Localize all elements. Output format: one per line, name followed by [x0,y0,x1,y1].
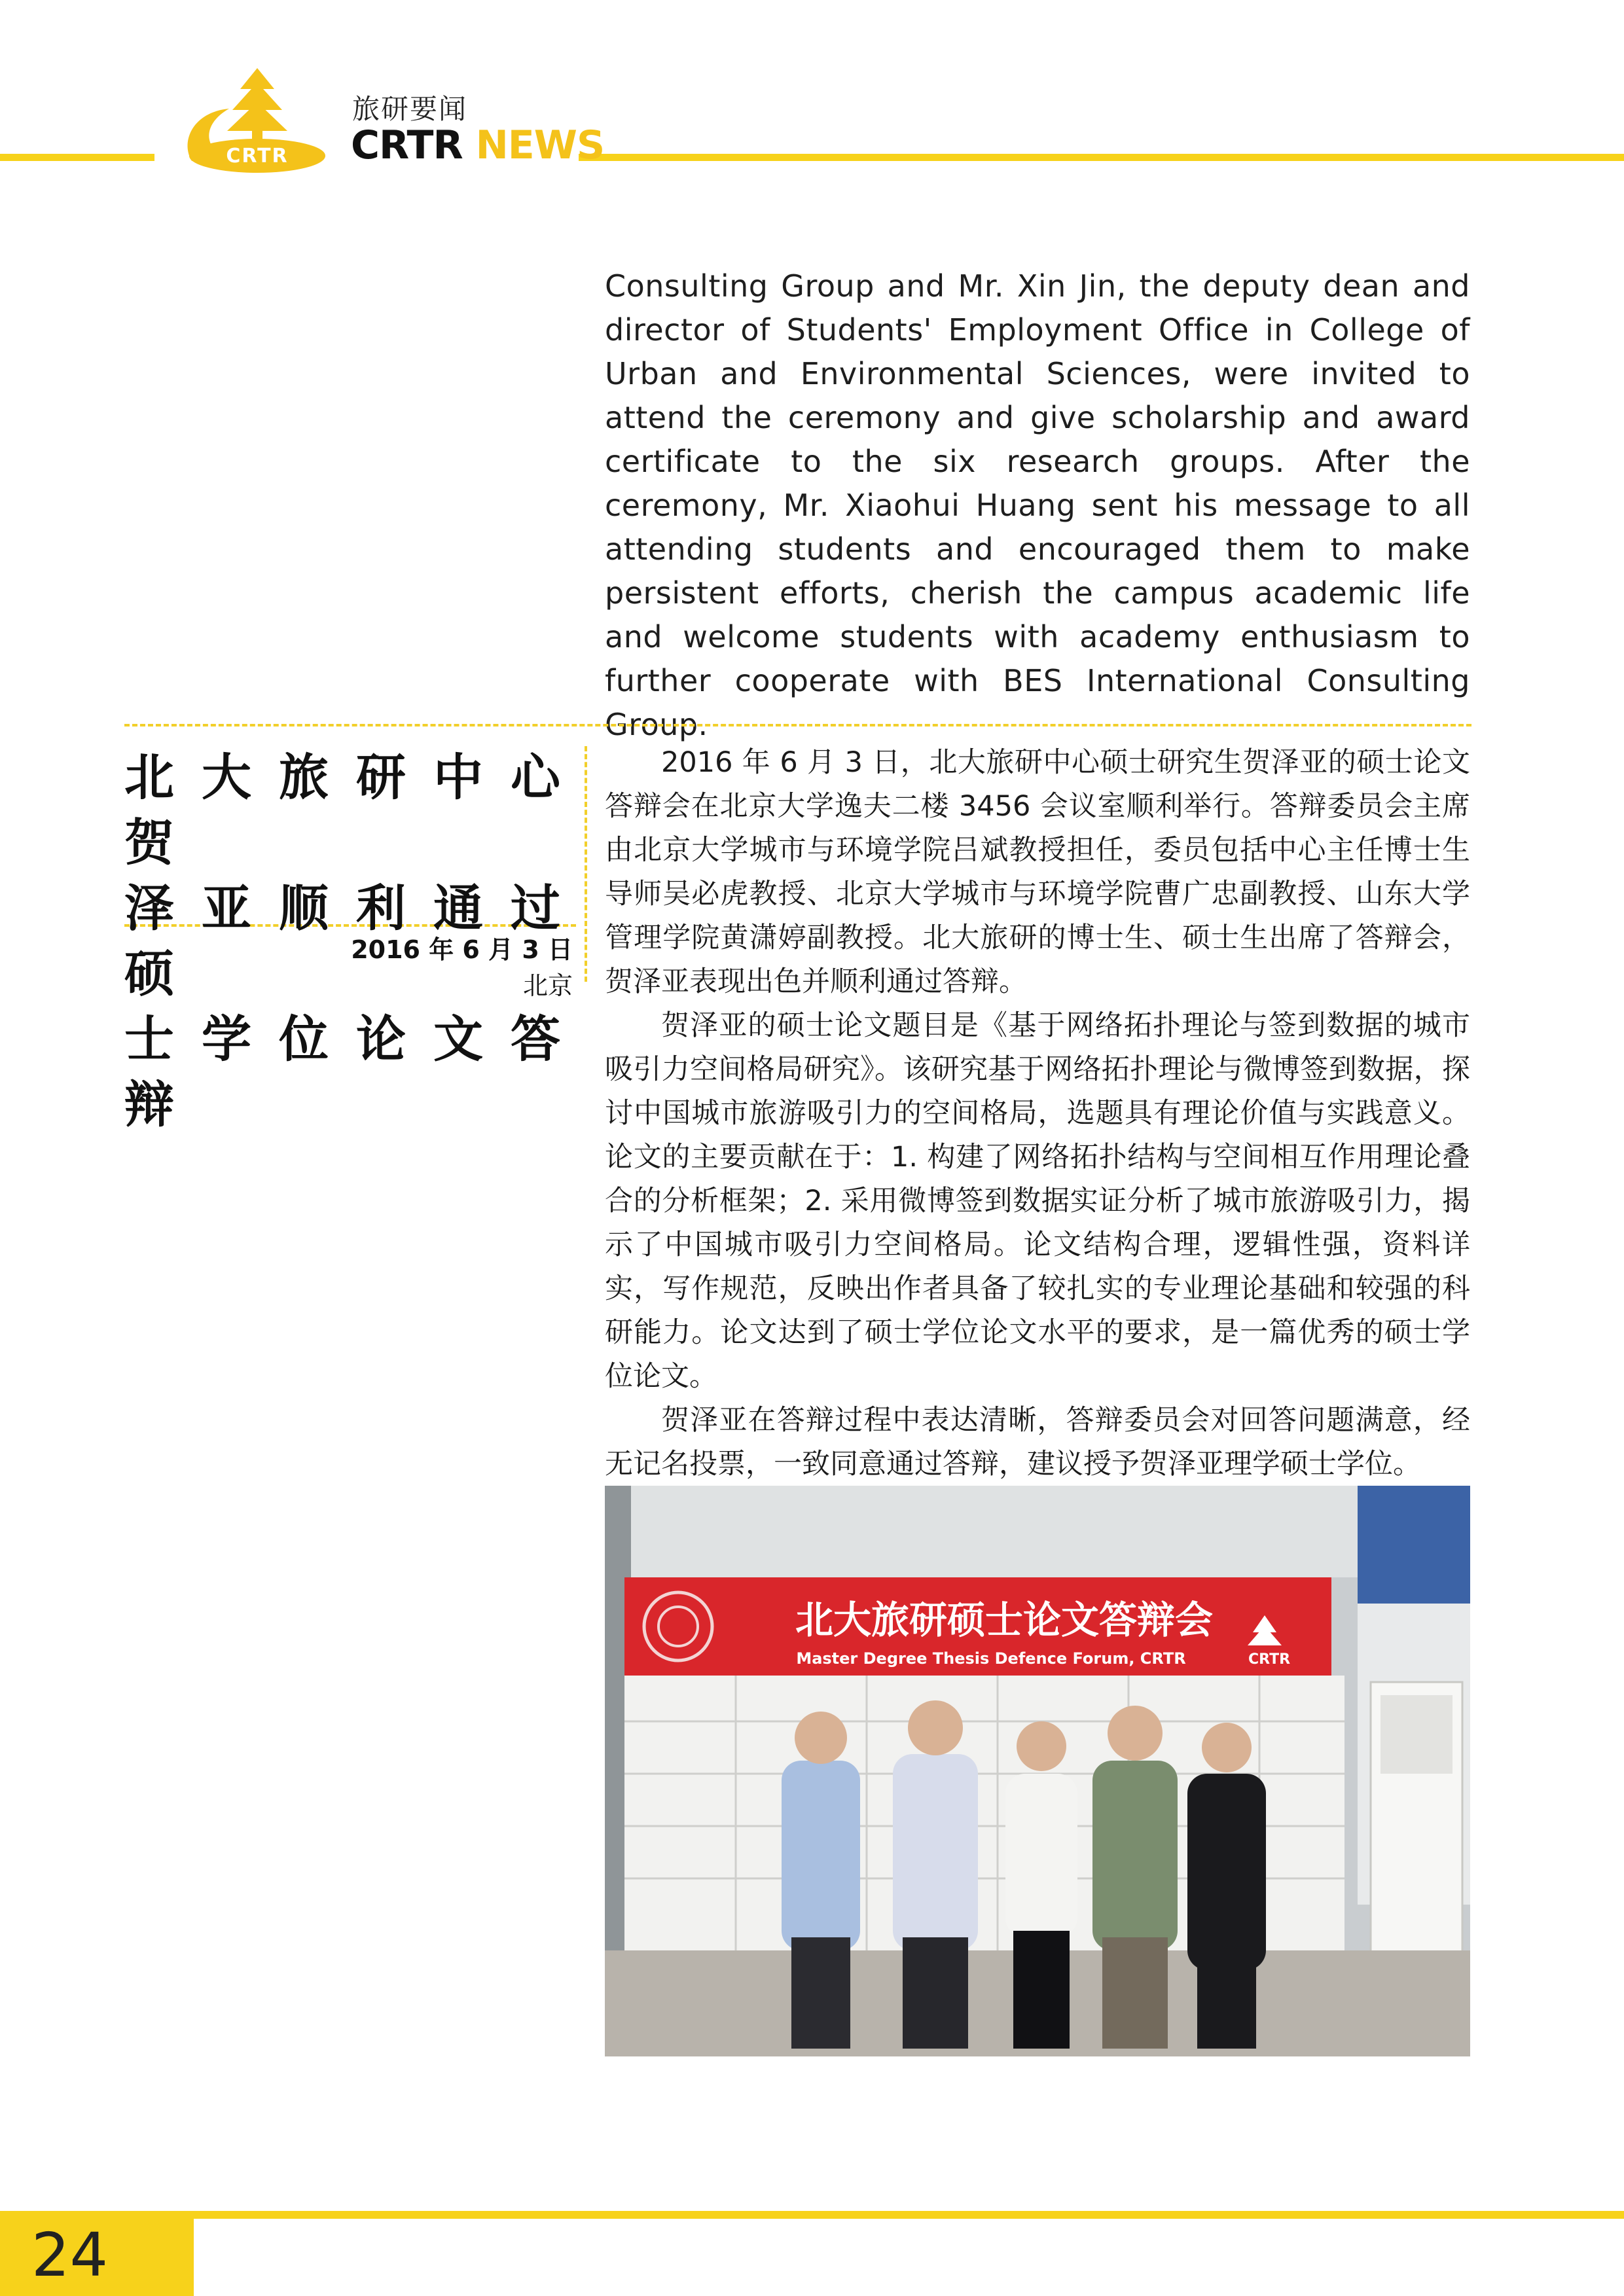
event-photo [605,1486,1470,2056]
footer-rule [0,2211,1624,2219]
banner-en-text: Master Degree Thesis Defence Forum, CRTR [796,1649,1186,1668]
article-paragraph: 贺泽亚的硕士论文题目是《基于网络拓扑理论与签到数据的城市吸引力空间格局研究》。该研究基于网络拓扑理论与微博签到数据，探讨中国城市旅游吸引力的空间格局，选题具有理论价值与实践意义。论文的主要贡献在于：1. 构建了网络拓扑结构与空间相互作用理论叠合的分析框架；2. 采用微博签到数据实证分析了城市旅游吸引力，揭示了中国城市吸引力空间格局。论文结构合理，逻辑性强，资料详实，写作规范，反映出作者具备了较扎实的专业理论基础和较强的科研能力。论文达到了硕士学位论文水平的要求，是一篇优秀的硕士学位论文。 [605,1009,1470,1393]
article-place: 北京 [522,971,573,1000]
article-dateline [308,929,573,1001]
article-title-line: 北大旅研中心贺 [124,748,576,872]
header-en-title [351,122,605,168]
header-rule-left [0,154,154,161]
article-paragraph: 2016 年 6 月 3 日，北大旅研中心硕士研究生贺泽亚的硕士论文答辩会在北京大学逸夫二楼 3456 会议室顺利举行。答辩委员会主席由北京大学城市与环境学院吕斌教授担任，委员包括中心主任博士生导师吴必虎教授、北京大学城市与环境学院曹广忠副教授、山东大学管理学院黄潇婷副教授。北大旅研的博士生、硕士生出席了答辩会，贺泽亚表现出色并顺利通过答辩。 [605,746,1470,998]
logo-text: CRTR [226,145,289,168]
article-paragraph: 贺泽亚在答辩过程中表达清晰，答辩委员会对回答问题满意，经无记名投票，一致同意通过答辩，建议授予贺泽亚理学硕士学位。 [605,1404,1470,1480]
header-rule-right [579,154,1624,161]
banner-logo-text: CRTR [1248,1651,1291,1668]
crtr-logo-icon [180,63,334,174]
article-title-line: 泽亚顺利通过硕 [124,879,576,1003]
section-divider-top [124,724,1471,726]
title-vertical-divider [585,746,587,982]
header-en-news: NEWS [475,122,605,168]
banner-cn-text: 北大旅研硕士论文答辩会 [795,1598,1214,1642]
english-paragraph: Consulting Group and Mr. Xin Jin, the deputy dean and director of Students' Employment Office in College of Urban and Environmental Sciences, were invited to attend the ceremony and give scholarship and award certificate to the six research groups. After the ceremony, Mr. Xiaohui Huang sent his message to all attending students and encouraged them to make persistent efforts, cherish the campus academic life and welcome students with academy enthusiasm to further cooperate with BES International Consulting Group. [605,268,1470,742]
article-title-line: 士学位论文答辩 [124,1010,576,1134]
event-photo-illustration [605,1486,1470,2056]
page-number: 24 [31,2220,109,2290]
header-cn-title: 旅研要闻 [352,93,468,125]
article-date: 2016 年 6 月 3 日 [351,935,573,964]
header-en-crtr: CRTR [351,122,463,168]
article-body [605,741,1470,1486]
